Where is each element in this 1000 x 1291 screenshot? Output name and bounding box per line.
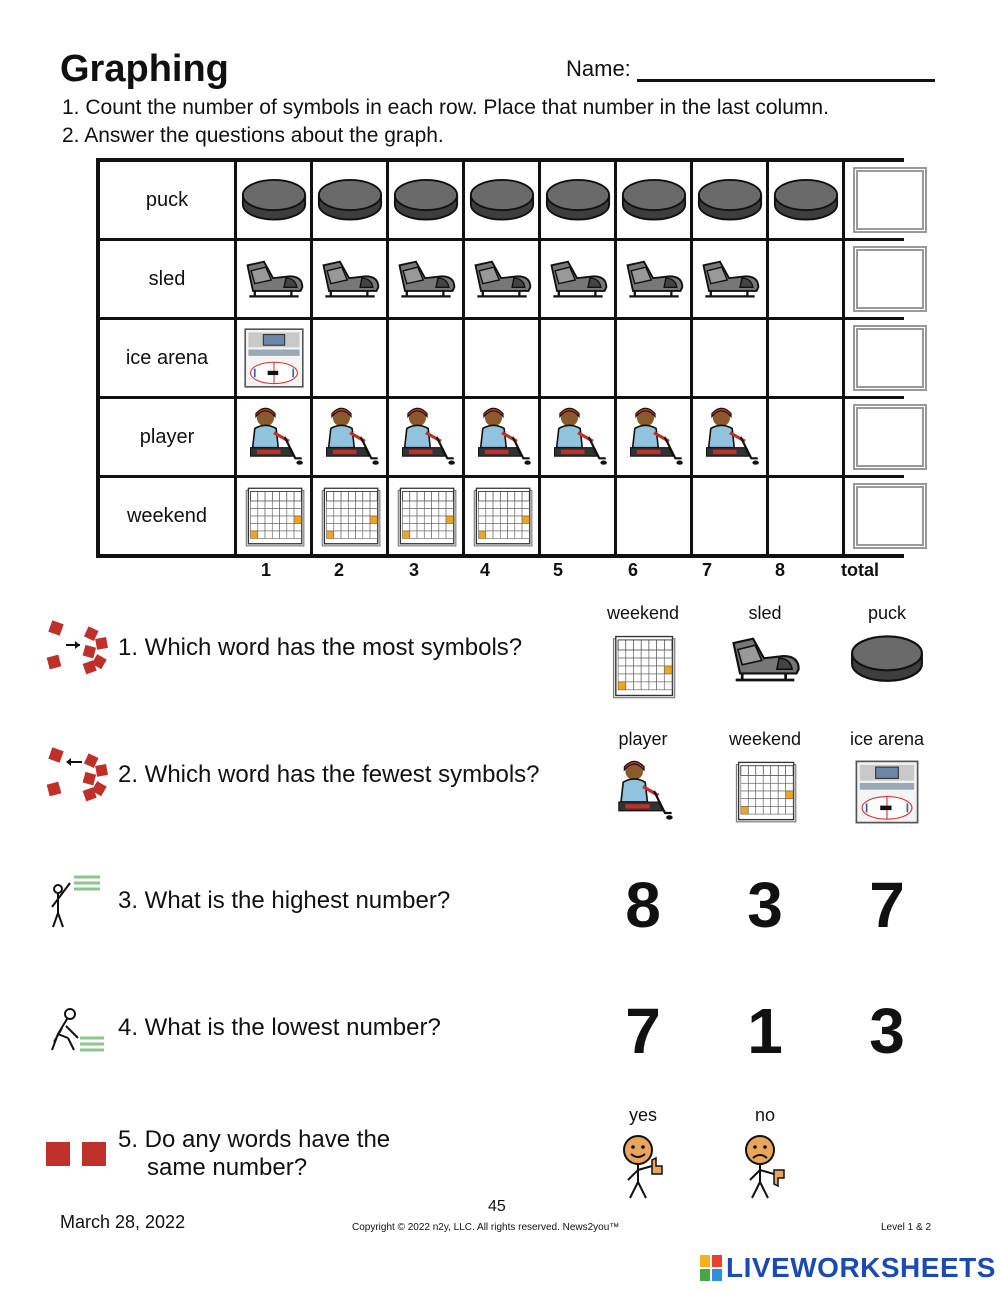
question-2-text: 2. Which word has the fewest symbols? [118, 761, 540, 788]
graph-cell [693, 478, 766, 554]
highest-icon [44, 871, 110, 931]
q4-choice-number[interactable]: 3 [869, 995, 905, 1067]
row-label: player [100, 399, 234, 475]
graph-cell [465, 399, 538, 475]
total-answer-box[interactable] [853, 325, 927, 391]
graph-cell [465, 320, 538, 396]
sled-icon[interactable] [727, 632, 803, 687]
q3-choice-number[interactable]: 8 [625, 869, 661, 941]
q5-choice-label: yes [628, 1105, 658, 1125]
player-icon [242, 405, 306, 469]
question-1-text: 1. Which word has the most symbols? [118, 634, 523, 661]
question-5-line-1: 5. Do any words have the [118, 1126, 391, 1153]
graph-cell [617, 241, 690, 317]
q1-choice-label: sled [748, 603, 782, 623]
graph-cell [693, 320, 766, 396]
graph-cell [237, 162, 310, 238]
column-number: 8 [774, 560, 786, 580]
sled-icon [242, 256, 306, 302]
question-5 [44, 1124, 390, 1184]
ice-arena-icon [242, 326, 306, 390]
yes-face-icon[interactable] [616, 1132, 670, 1207]
calendar-icon [470, 484, 534, 548]
column-number: 6 [627, 560, 639, 580]
question-4 [44, 998, 441, 1058]
player-icon [698, 405, 762, 469]
fewest-symbols-icon [44, 745, 110, 805]
lowest-icon [44, 998, 110, 1058]
instruction-2: 2. Answer the questions about the graph. [62, 124, 444, 147]
name-label: Name: [566, 56, 631, 81]
total-answer-box[interactable] [853, 483, 927, 549]
puck-icon [317, 176, 383, 224]
q1-choice-label: puck [867, 603, 907, 623]
question-4-text: 4. What is the lowest number? [118, 1014, 441, 1041]
liveworksheets-brand: LIVEWORKSHEETS [726, 1252, 996, 1283]
calendar-icon[interactable] [732, 758, 798, 824]
q2-choice-label: weekend [728, 729, 802, 749]
total-cell [845, 241, 935, 317]
q2-choice-label: ice arena [849, 729, 925, 749]
question-5-line-2: same number? [147, 1154, 308, 1181]
column-number: 3 [408, 560, 420, 580]
graph-cell [313, 399, 386, 475]
no-face-icon[interactable] [738, 1132, 792, 1207]
column-numbers [96, 560, 904, 586]
question-3 [44, 871, 450, 931]
graph-cell [769, 399, 842, 475]
q4-choice-number[interactable]: 1 [747, 995, 783, 1067]
graph-cell [693, 241, 766, 317]
player-icon [546, 405, 610, 469]
total-answer-box[interactable] [853, 404, 927, 470]
column-number: 4 [479, 560, 491, 580]
column-number: 2 [333, 560, 345, 580]
sled-icon [622, 256, 686, 302]
calendar-icon [242, 484, 306, 548]
puck-icon [469, 176, 535, 224]
graph-cell [389, 162, 462, 238]
instruction-1: 1. Count the number of symbols in each row. Place that number in the last column. [62, 96, 829, 119]
column-number: 7 [701, 560, 713, 580]
player-icon[interactable] [610, 758, 676, 824]
graph-cell [465, 478, 538, 554]
graph-cell [617, 399, 690, 475]
total-cell [845, 162, 935, 238]
row-label: sled [100, 241, 234, 317]
total-answer-box[interactable] [853, 167, 927, 233]
q3-choice-number[interactable]: 3 [747, 869, 783, 941]
sled-icon [394, 256, 458, 302]
liveworksheets-logo[interactable] [700, 1252, 996, 1284]
graph-cell [389, 241, 462, 317]
question-5-text [118, 1126, 390, 1182]
graph-cell [693, 162, 766, 238]
graph-cell [541, 399, 614, 475]
graph-cell [617, 320, 690, 396]
sled-icon [546, 256, 610, 302]
calendar-icon [394, 484, 458, 548]
graph-cell [769, 241, 842, 317]
graph-cell [313, 320, 386, 396]
page-title: Graphing [60, 48, 229, 90]
q5-choice-label: no [754, 1105, 776, 1125]
graph-cell [769, 478, 842, 554]
puck-icon [773, 176, 839, 224]
graph-cell [541, 320, 614, 396]
q2-choice-label: player [618, 729, 668, 749]
graph-cell [389, 478, 462, 554]
graph-cell [237, 241, 310, 317]
level-label: Level 1 & 2 [881, 1222, 932, 1233]
footer-date: March 28, 2022 [60, 1212, 186, 1232]
player-icon [622, 405, 686, 469]
ice-arena-icon[interactable] [853, 758, 921, 826]
graph-cell [389, 320, 462, 396]
graph-cell [769, 162, 842, 238]
total-cell [845, 478, 935, 554]
graph-cell [541, 162, 614, 238]
total-cell [845, 320, 935, 396]
question-3-text: 3. What is the highest number? [118, 887, 451, 914]
column-number: 1 [260, 560, 272, 580]
total-cell [845, 399, 935, 475]
calendar-icon[interactable] [609, 632, 677, 700]
puck-icon [393, 176, 459, 224]
graph-cell [313, 478, 386, 554]
question-1 [44, 618, 522, 678]
most-symbols-icon [44, 618, 110, 678]
row-label: puck [100, 162, 234, 238]
graph-cell [541, 478, 614, 554]
graph-cell [237, 320, 310, 396]
graph-cell [693, 399, 766, 475]
puck-icon [545, 176, 611, 224]
graph-cell [313, 241, 386, 317]
q1-choice-label: weekend [606, 603, 680, 623]
liveworksheets-logo-icon [700, 1255, 722, 1281]
graph-cell [389, 399, 462, 475]
puck-icon [621, 176, 687, 224]
graph-cell [237, 399, 310, 475]
puck-icon [241, 176, 307, 224]
q3-choice-number[interactable]: 7 [869, 869, 905, 941]
row-label: ice arena [100, 320, 234, 396]
graph-cell [313, 162, 386, 238]
page-number: 45 [488, 1198, 506, 1215]
same-number-icon [44, 1124, 110, 1184]
calendar-icon [318, 484, 382, 548]
graph-cell [617, 162, 690, 238]
q4-choice-number[interactable]: 7 [625, 995, 661, 1067]
symbol-graph [96, 158, 904, 558]
graph-cell [541, 241, 614, 317]
graph-cell [237, 478, 310, 554]
sled-icon [470, 256, 534, 302]
player-icon [318, 405, 382, 469]
question-2 [44, 745, 540, 805]
total-answer-box[interactable] [853, 246, 927, 312]
graph-cell [617, 478, 690, 554]
graph-cell [769, 320, 842, 396]
graph-cell [465, 241, 538, 317]
sled-icon [698, 256, 762, 302]
puck-icon[interactable] [850, 632, 924, 685]
player-icon [394, 405, 458, 469]
name-field [566, 56, 935, 82]
name-input-line[interactable] [637, 60, 935, 82]
row-label: weekend [100, 478, 234, 554]
graph-cell [465, 162, 538, 238]
player-icon [470, 405, 534, 469]
copyright: Copyright © 2022 n2y, LLC. All rights reserved. News2you™ [352, 1222, 620, 1233]
column-number: total [841, 560, 879, 580]
column-number: 5 [552, 560, 564, 580]
puck-icon [697, 176, 763, 224]
sled-icon [318, 256, 382, 302]
